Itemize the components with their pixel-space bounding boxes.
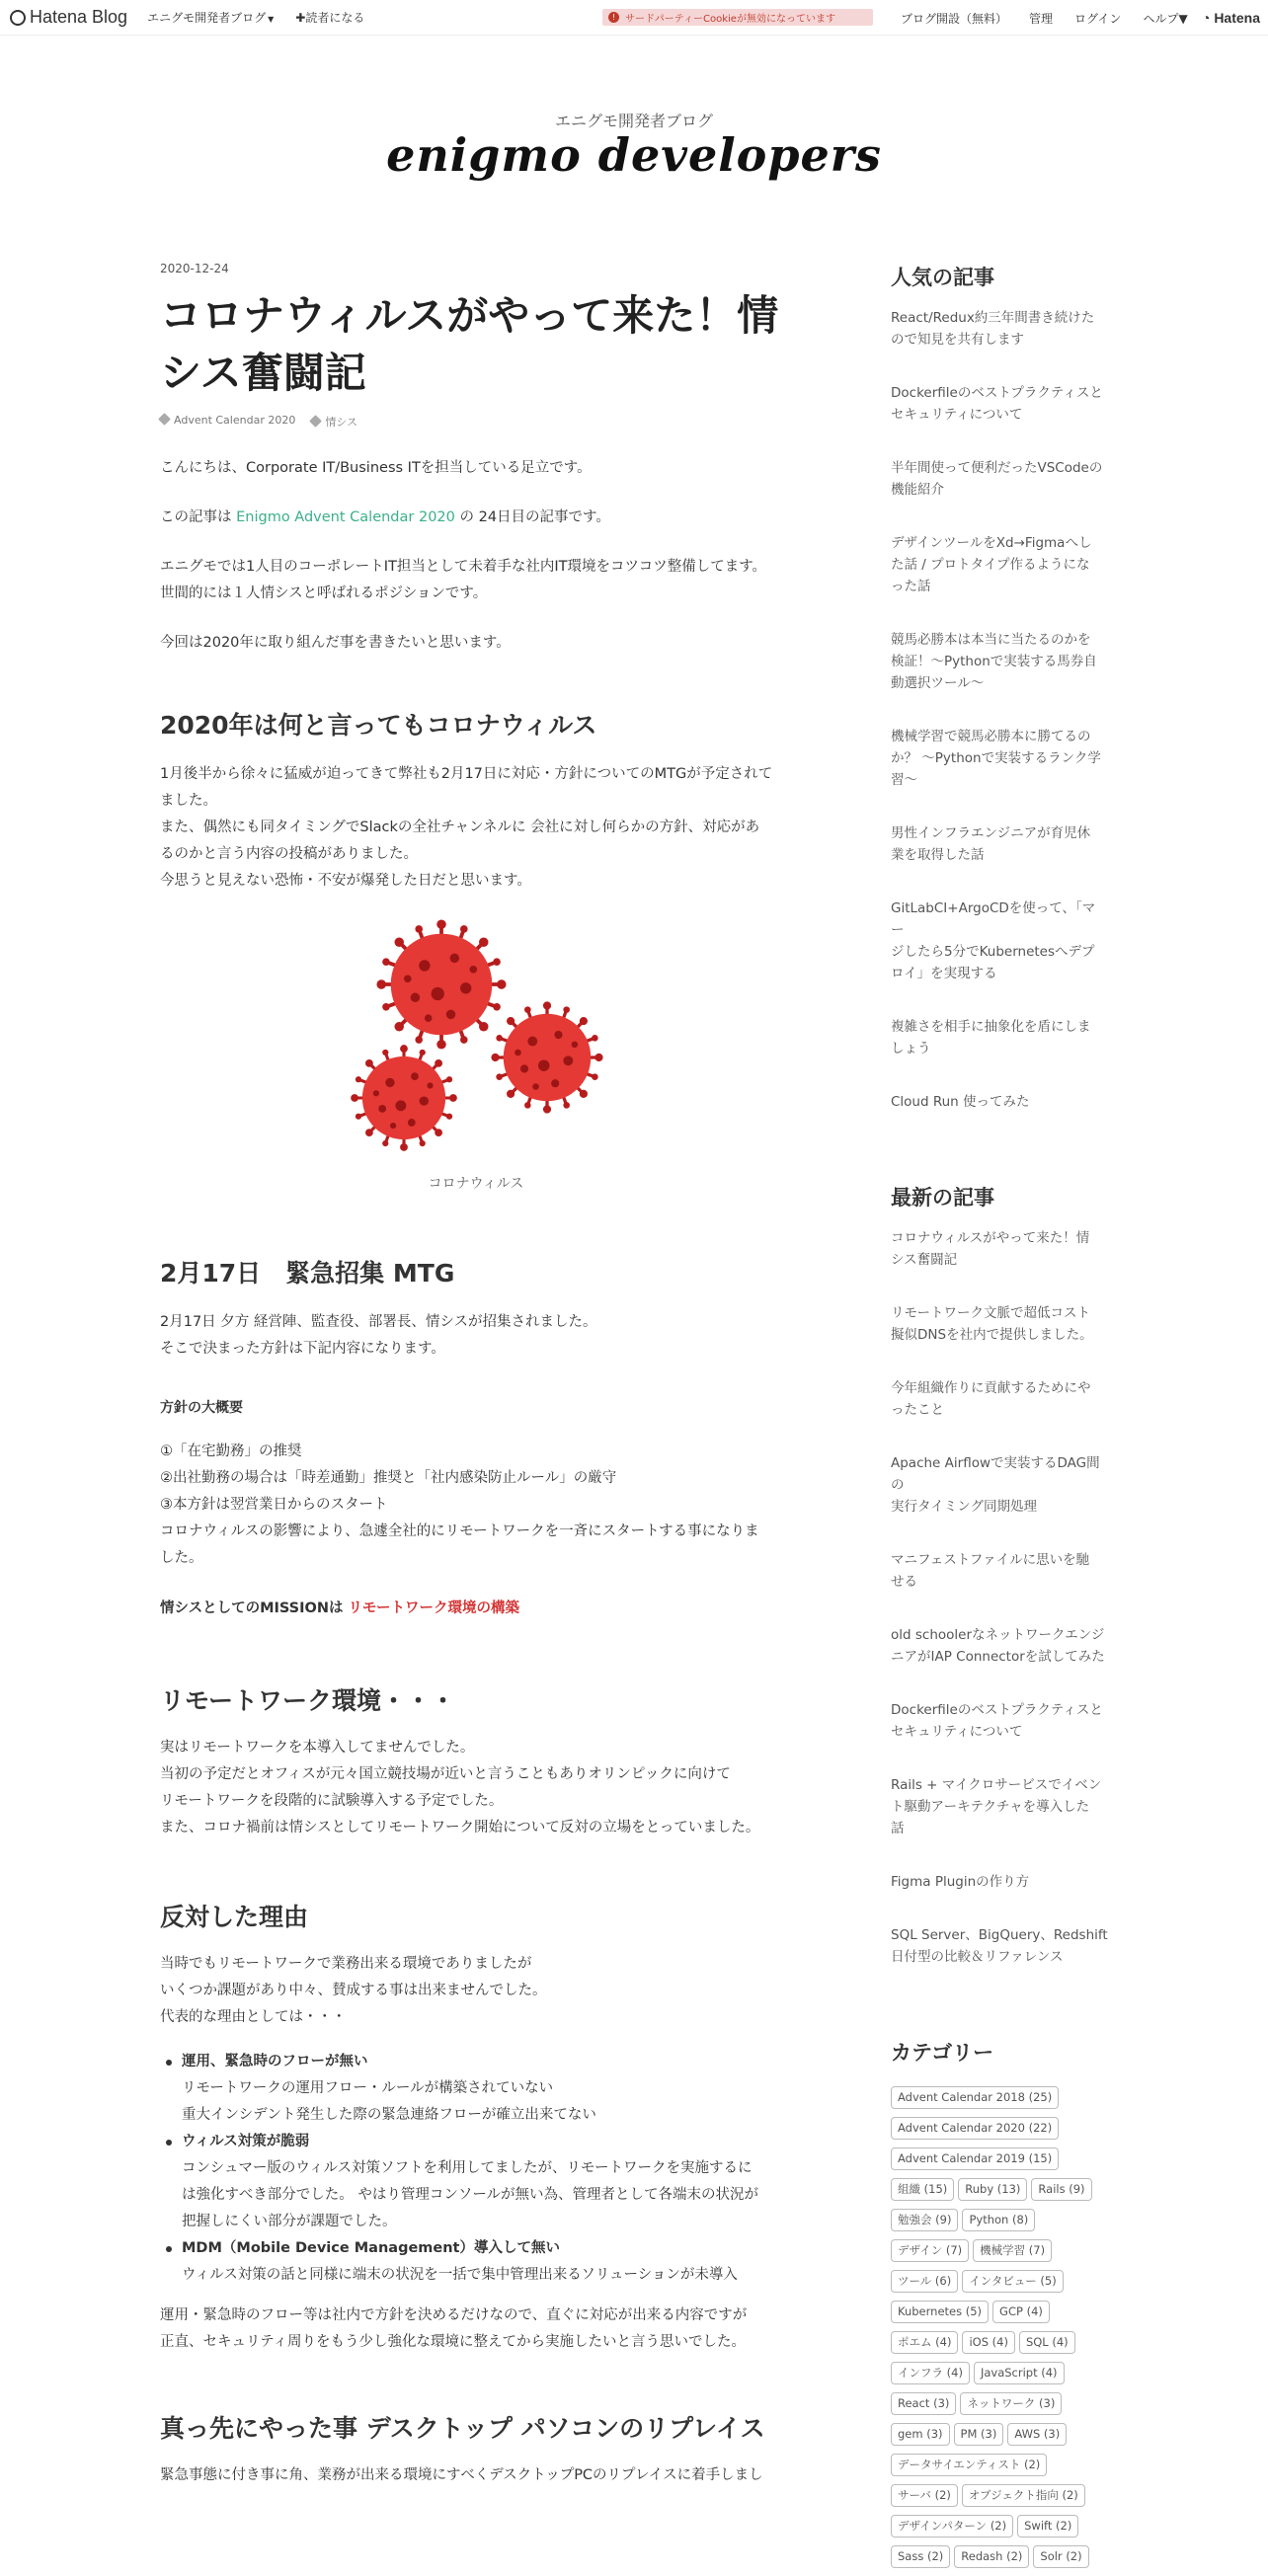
sidebar-article-link[interactable] xyxy=(891,457,1108,501)
line: エニグモでは1人目のコーポレートIT担当として未着手な社内IT環境をコツコツ整備してます。 xyxy=(160,559,767,575)
paragraph: 緊急事態に付き事に角、業務が出来る環境にすべくデスクトップPCのリプレイスに着手しまし xyxy=(160,2467,763,2483)
sidebar-article-line: Dockerfileのベストプラクティスと xyxy=(891,385,1103,401)
hatena-blog-logo[interactable] xyxy=(10,7,127,28)
sidebar-article-line: 機械学習で競馬必勝本に勝てるの xyxy=(891,729,1091,744)
help-label: ヘルプ xyxy=(1143,11,1179,26)
text: 情シスとしてのMISSIONは xyxy=(160,1600,349,1616)
sidebar xyxy=(891,262,1108,2576)
sidebar-article-line: Figma Pluginの作り方 xyxy=(891,1874,1030,1890)
article xyxy=(160,262,792,2489)
sidebar-article-line: ジしたら5分でKubernetesへデプ xyxy=(891,944,1095,960)
line: ①「在宅勤務」の推奨 xyxy=(160,1444,302,1459)
paragraph xyxy=(160,1735,792,1841)
bullet-icon xyxy=(166,2246,172,2252)
login-link[interactable]: ログイン xyxy=(1074,11,1122,26)
line: いくつか課題があり中々、賛成する事は出来ませんでした。 xyxy=(160,1983,547,1998)
category-chip[interactable]: データサイエンティスト (2) xyxy=(891,2454,1047,2476)
entry-title-line: シス奮闘記 xyxy=(160,349,366,397)
blog-subtitle: エニグモ開発者ブログ xyxy=(554,112,713,130)
sidebar-article-line: セキュリティについて xyxy=(891,407,1023,423)
sidebar-article-line: た話 / プロトタイプ作るようにな xyxy=(891,557,1090,573)
sidebar-article-line: Apache Airflowで実装するDAG間の xyxy=(891,1455,1100,1493)
warning-icon: ! xyxy=(608,12,619,23)
open-blog-link[interactable]: ブログ開設（無料） xyxy=(901,11,1008,26)
popular-list xyxy=(891,307,1108,1113)
chevron-down-icon: ▼ xyxy=(268,15,275,24)
sidebar-article-link[interactable] xyxy=(891,1549,1108,1593)
line: リモートワークの運用フロー・ルールが構築されていない xyxy=(182,2080,554,2096)
section-heading: リモートワーク環境・・・ xyxy=(160,1686,456,1715)
entry-title-line: コロナウィルスがやって来た！情 xyxy=(160,291,779,340)
category-row xyxy=(891,2423,1108,2454)
blog-menu[interactable] xyxy=(147,9,274,26)
line: ました。 xyxy=(160,793,217,809)
account-nav xyxy=(901,0,1188,36)
advent-calendar-link[interactable]: Enigmo Advent Calendar 2020 xyxy=(236,509,455,525)
highlight-text: リモートワーク環境の構築 xyxy=(348,1600,519,1616)
category-chip[interactable]: 勉強会 (9) xyxy=(891,2209,958,2231)
category-chip[interactable]: GCP (4) xyxy=(992,2301,1050,2323)
sidebar-article-line: か？ 〜Pythonで実装するランク学 xyxy=(891,750,1101,766)
sidebar-article-line: 話 xyxy=(891,1821,905,1836)
sidebar-article-line: 今年組織作りに貢献するためにや xyxy=(891,1380,1091,1396)
sidebar-article-line: Cloud Run 使ってみた xyxy=(891,1094,1030,1110)
category-label: 情シス xyxy=(325,416,357,429)
category-row xyxy=(891,2362,1108,2392)
line: そこで決まった方針は下記内容になります。 xyxy=(160,1341,445,1357)
sidebar-article-line: old schoolerなネットワークエンジ xyxy=(891,1627,1105,1643)
section-heading: 反対した理由 xyxy=(160,1903,309,1931)
category-chip[interactable]: Python (8) xyxy=(962,2209,1035,2231)
sidebar-article-link[interactable] xyxy=(891,1624,1108,1668)
sidebar-article-link[interactable] xyxy=(891,307,1108,351)
paragraph: こんにちは、Corporate IT/Business ITを担当している足立です。 xyxy=(160,460,592,476)
cookie-notice[interactable] xyxy=(602,9,873,26)
sidebar-article-line: 複雑さを相手に抽象化を盾にしま xyxy=(891,1019,1091,1035)
category-chip[interactable]: Swift (2) xyxy=(1017,2515,1078,2537)
bullet-icon xyxy=(166,2060,172,2066)
category-chip[interactable]: ツール (6) xyxy=(891,2270,958,2293)
category-chip[interactable]: PM (3) xyxy=(954,2423,1004,2446)
sidebar-article-line: コロナウィルスがやって来た！情 xyxy=(891,1230,1090,1246)
line: 1月後半から徐々に猛威が迫ってきて弊社も2月17日に対応・方針についてのMTGが予定されて xyxy=(160,766,773,782)
sidebar-article-line: 動選択ツール〜 xyxy=(891,675,985,691)
admin-link[interactable]: 管理 xyxy=(1029,11,1054,26)
text: の 24日目の記事です。 xyxy=(454,509,610,525)
sidebar-article-line: ト駆動アーキテクチャを導入した xyxy=(891,1799,1090,1815)
sidebar-article-link[interactable] xyxy=(891,1302,1108,1346)
sidebar-article-line: Dockerfileのベストプラクティスと xyxy=(891,1702,1103,1718)
sidebar-article-link[interactable] xyxy=(891,1091,1108,1113)
line: 正直、セキュリティ周りをもう少し強化な環境に整えてから実施したいと言う思いでした。 xyxy=(160,2334,747,2350)
sidebar-article-line: ロイ」を実現する xyxy=(891,966,997,981)
sidebar-article-link[interactable] xyxy=(891,382,1108,426)
category-chip[interactable]: ネットワーク (3) xyxy=(960,2392,1062,2415)
sidebar-article-line: った話 xyxy=(891,579,931,594)
paragraph xyxy=(160,2303,792,2356)
category-chip[interactable]: インフラ (4) xyxy=(891,2362,970,2384)
mission-statement xyxy=(160,1596,792,1622)
paragraph xyxy=(160,1951,792,2031)
virus-figure xyxy=(160,922,792,1193)
category-chip[interactable]: Kubernetes (5) xyxy=(891,2301,989,2323)
subscribe-button[interactable] xyxy=(295,9,364,26)
line: コロナウィルスの影響により、急遽全社的にリモートワークを一斉にスタートする事になりま xyxy=(160,1523,759,1539)
category-label: Advent Calendar 2020 xyxy=(174,414,296,427)
category-row xyxy=(891,2454,1108,2484)
sidebar-article-line: しょう xyxy=(891,1041,931,1056)
category-row xyxy=(891,2331,1108,2362)
sidebar-article-line: 擬似DNSを社内で提供しました。 xyxy=(891,1327,1093,1343)
line: 把握しにくい部分が課題でした。 xyxy=(182,2214,397,2229)
sidebar-article-line: 検証！〜Pythonで実装する馬券自 xyxy=(891,654,1097,669)
sidebar-article-line: 習〜 xyxy=(891,772,917,788)
line: ③本方針は翌営業日からのスタート xyxy=(160,1497,388,1513)
category-chip[interactable]: デザイン (7) xyxy=(891,2239,969,2262)
sidebar-article-link[interactable] xyxy=(891,1452,1108,1518)
bullet-icon xyxy=(166,2140,172,2146)
sidebar-article-link[interactable] xyxy=(891,1871,1108,1893)
list-item xyxy=(160,2129,792,2235)
paragraph: 今回は2020年に取り組んだ事を書きたいと思います。 xyxy=(160,635,511,651)
category-chip[interactable]: 機械学習 (7) xyxy=(973,2239,1052,2262)
line: 当初の予定だとオフィスが元々国立競技場が近いと言うこともありオリンピックに向けて xyxy=(160,1766,731,1782)
category-chip[interactable]: デザインパターン (2) xyxy=(891,2515,1013,2537)
hatena-label: Hatena xyxy=(1214,10,1260,26)
list-item-title: 運用、緊急時のフローが無い xyxy=(182,2054,368,2069)
paragraph xyxy=(160,1439,792,1572)
hatena-logo-icon: ◔ xyxy=(1201,10,1211,26)
tag-icon xyxy=(158,413,171,426)
category-chip[interactable]: JavaScript (4) xyxy=(974,2362,1065,2384)
category-row xyxy=(891,2545,1108,2576)
help-menu[interactable] xyxy=(1143,10,1187,27)
category-row xyxy=(891,2301,1108,2331)
category-chip[interactable]: オブジェクト指向 (2) xyxy=(962,2484,1085,2507)
sidebar-article-line: 日付型の比較＆リファレンス xyxy=(891,1949,1064,1965)
sub-heading: 方針の大概要 xyxy=(160,1400,243,1416)
hatena-logo-icon xyxy=(10,10,26,26)
line: 当時でもリモートワークで業務出来る環境でありましたが xyxy=(160,1956,532,1972)
sidebar-article-link[interactable] xyxy=(891,1774,1108,1839)
category-chip[interactable]: Advent Calendar 2019 (15) xyxy=(891,2147,1059,2170)
category-chip[interactable]: Advent Calendar 2018 (25) xyxy=(891,2086,1059,2109)
sidebar-article-link[interactable] xyxy=(891,822,1108,866)
tag-icon xyxy=(309,415,322,428)
paragraph xyxy=(160,761,792,895)
list-item-title: MDM（Mobile Device Management）導入して無い xyxy=(182,2240,560,2256)
recent-list xyxy=(891,1227,1108,1968)
category-chip[interactable]: Solr (2) xyxy=(1033,2545,1088,2568)
sidebar-article-link[interactable] xyxy=(891,898,1108,984)
category-chip[interactable]: サーバ (2) xyxy=(891,2484,958,2507)
list-item-title: ウィルス対策が脆弱 xyxy=(182,2134,310,2149)
category-heading: カテゴリー xyxy=(891,2041,994,2065)
sidebar-article-link[interactable] xyxy=(891,1699,1108,1743)
plus-icon: ✚ xyxy=(295,11,306,25)
line: した。 xyxy=(160,1550,203,1566)
line: また、コロナ禍前は情シスとしてリモートワーク開始について反対の立場をとっていました。 xyxy=(160,1820,760,1835)
line: るのかと言う内容の投稿がありました。 xyxy=(160,846,418,862)
logo-text: Hatena Blog xyxy=(30,7,128,27)
popular-heading: 人気の記事 xyxy=(891,266,994,289)
sidebar-article-link[interactable] xyxy=(891,629,1108,694)
text: この記事は xyxy=(160,509,237,525)
category-row xyxy=(891,2515,1108,2545)
category-chip[interactable]: gem (3) xyxy=(891,2423,950,2446)
sidebar-article-line: 業を取得した話 xyxy=(891,847,985,863)
top-nav xyxy=(147,9,364,26)
entry-date[interactable]: 2020-12-24 xyxy=(160,262,229,275)
sidebar-article-line: セキュリティについて xyxy=(891,1724,1023,1740)
category-chip[interactable]: AWS (3) xyxy=(1007,2423,1067,2446)
category-row xyxy=(891,2270,1108,2301)
line: また、偶然にも同タイミングでSlackの全社チャンネルに 会社に対し何らかの方針、対応があ xyxy=(160,820,760,835)
category-chip[interactable]: Advent Calendar 2020 (22) xyxy=(891,2117,1059,2140)
section-heading: 真っ先にやった事 デスクトップ パソコンのリプレイス xyxy=(160,2414,765,2443)
sidebar-article-line: シス奮闘記 xyxy=(891,1252,958,1268)
line: 運用・緊急時のフロー等は社内で方針を決めるだけなので、直ぐに対応が出来る内容ですが xyxy=(160,2307,748,2323)
sidebar-article-line: デザインツールをXd→Figmaへし xyxy=(891,535,1092,551)
line: は強化すべき部分でした。 やはり管理コンソールが無い為、管理者として各端末の状況が xyxy=(182,2187,759,2203)
sidebar-article-link[interactable] xyxy=(891,532,1108,597)
category-row xyxy=(891,2147,1108,2178)
sidebar-article-link[interactable] xyxy=(891,1016,1108,1059)
category-row xyxy=(891,2086,1108,2117)
sidebar-article-line: ので知見を共有します xyxy=(891,332,1024,348)
category-chip[interactable]: Rails (9) xyxy=(1031,2178,1091,2201)
paragraph xyxy=(160,554,792,607)
section-heading: 2020年は何と言ってもコロナウィルス xyxy=(160,711,597,740)
line: ウィルス対策の話と同様に端末の状況を一括で集中管理出来るソリューションが未導入 xyxy=(182,2267,738,2283)
sidebar-article-line: 半年間使って便利だったVSCodeの xyxy=(891,460,1103,476)
list-item xyxy=(160,2235,792,2289)
category-chip[interactable]: ポエム (4) xyxy=(891,2331,958,2354)
blog-menu-label: エニグモ開発者ブログ xyxy=(147,11,267,25)
category-list xyxy=(891,2086,1108,2576)
sidebar-article-link[interactable] xyxy=(891,1924,1108,1968)
cookie-notice-text: サードパーティーCookieが無効になっています xyxy=(625,14,835,25)
global-header xyxy=(0,0,1268,36)
reason-list xyxy=(160,2049,792,2289)
paragraph xyxy=(160,1309,792,1363)
sidebar-article-link[interactable] xyxy=(891,726,1108,791)
category-chip[interactable]: Sass (2) xyxy=(891,2545,950,2568)
category-link[interactable] xyxy=(311,414,357,429)
category-chip[interactable]: React (3) xyxy=(891,2392,956,2415)
category-link[interactable] xyxy=(160,414,295,429)
line: 重大インシデント発生した際の緊急連絡フローが確立出来てない xyxy=(182,2107,596,2123)
sidebar-article-link[interactable] xyxy=(891,1227,1108,1271)
paragraph xyxy=(160,505,792,531)
sidebar-article-line: リモートワーク文脈で超低コスト xyxy=(891,1305,1090,1321)
sidebar-article-line: 競馬必勝本は本当に当たるのかを xyxy=(891,632,1091,648)
blog-title[interactable]: enigmo developers xyxy=(386,128,882,182)
line: 実はリモートワークを本導入してませんでした。 xyxy=(160,1740,475,1756)
entry-title[interactable] xyxy=(160,287,792,402)
line: 世間的には１人情シスと呼ばれるポジションです。 xyxy=(160,585,488,601)
hatena-link[interactable] xyxy=(1202,10,1260,26)
line: 2月17日 夕方 経営陣、監査役、部署長、情シスが招集されました。 xyxy=(160,1314,597,1330)
list-item xyxy=(160,2049,792,2129)
chevron-down-icon: ▼ xyxy=(1178,11,1188,26)
line: 今思うと見えない恐怖・不安が爆発した日だと思います。 xyxy=(160,873,531,889)
virus-illustration[interactable] xyxy=(160,922,792,1159)
sidebar-article-line: せる xyxy=(891,1574,917,1590)
sidebar-article-line: ったこと xyxy=(891,1402,944,1418)
category-chip[interactable]: iOS (4) xyxy=(962,2331,1015,2354)
sidebar-article-line: GitLabCI+ArgoCDを使って、「マー xyxy=(891,900,1096,938)
sidebar-article-line: 男性インフラエンジニアが育児休 xyxy=(891,825,1091,841)
category-row xyxy=(891,2117,1108,2147)
section-heading: 2月17日 緊急招集 MTG xyxy=(160,1259,455,1288)
line: リモートワークを段階的に試験導入する予定でした。 xyxy=(160,1793,504,1809)
category-row xyxy=(891,2209,1108,2239)
line: ②出社勤務の場合は「時差通勤」推奨と「社内感染防止ルール」の厳守 xyxy=(160,1470,617,1486)
category-chip[interactable]: Ruby (13) xyxy=(958,2178,1027,2201)
sidebar-article-line: Rails + マイクロサービスでイベン xyxy=(891,1777,1102,1793)
category-chip[interactable]: 組織 (15) xyxy=(891,2178,954,2201)
category-chip[interactable]: Redash (2) xyxy=(954,2545,1029,2568)
category-row xyxy=(891,2178,1108,2209)
category-row xyxy=(891,2239,1108,2270)
entry-categories xyxy=(160,414,792,429)
category-row xyxy=(891,2392,1108,2423)
category-chip[interactable]: インタビュー (5) xyxy=(962,2270,1064,2293)
sidebar-article-link[interactable] xyxy=(891,1377,1108,1421)
line: 代表的な理由としては・・・ xyxy=(160,2009,347,2025)
sidebar-article-line: React/Redux約三年間書き続けた xyxy=(891,310,1095,326)
sidebar-article-line: SQL Server、BigQuery、Redshift xyxy=(891,1927,1108,1943)
sidebar-article-line: マニフェストファイルに思いを馳 xyxy=(891,1552,1090,1568)
sidebar-article-line: 機能紹介 xyxy=(891,482,944,498)
recent-heading: 最新の記事 xyxy=(891,1186,994,1210)
category-row xyxy=(891,2484,1108,2515)
subscribe-label: 読者になる xyxy=(305,11,365,25)
category-chip[interactable]: SQL (4) xyxy=(1019,2331,1075,2354)
sidebar-article-line: 実行タイミング同期処理 xyxy=(891,1499,1037,1515)
sidebar-article-line: ニアがIAP Connectorを試してみた xyxy=(891,1649,1105,1665)
figure-caption: コロナウィルス xyxy=(428,1176,524,1192)
line: コンシュマー版のウィルス対策ソフトを利用してましたが、リモートワークを実施するに xyxy=(182,2160,753,2176)
